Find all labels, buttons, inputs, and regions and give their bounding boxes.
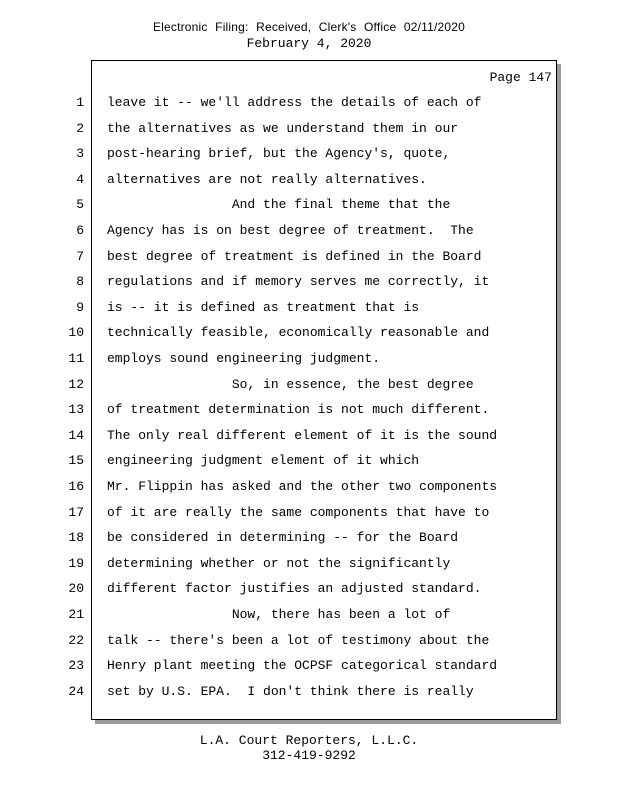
transcript-line: Mr. Flippin has asked and the other two components — [107, 479, 498, 494]
line-number: 24 — [68, 684, 84, 699]
transcript-line: of treatment determination is not much different. — [107, 402, 490, 417]
transcript-date: February 4, 2020 — [246, 36, 372, 51]
line-number: 19 — [68, 556, 84, 571]
transcript-line: So, in essence, the best degree — [107, 377, 474, 392]
transcript-line: different factor justifies an adjusted standard. — [107, 581, 482, 596]
line-number: 5 — [76, 197, 84, 212]
footer-phone: 312-419-9292 — [262, 748, 356, 763]
line-number: 7 — [76, 249, 84, 264]
line-number: 23 — [68, 658, 84, 673]
line-number: 3 — [76, 146, 84, 161]
transcript-line: employs sound engineering judgment. — [107, 351, 381, 366]
transcript-line: alternatives are not really alternatives. — [107, 172, 427, 187]
filing-stamp: Electronic Filing: Received, Clerk's Office 02/11/2020 — [152, 20, 466, 34]
line-number: 9 — [76, 300, 84, 315]
line-number: 17 — [68, 505, 84, 520]
line-number: 21 — [68, 607, 84, 622]
line-number: 14 — [68, 428, 84, 443]
line-number: 15 — [68, 453, 84, 468]
transcript-line: engineering judgment element of it which — [107, 453, 420, 468]
footer-company: L.A. Court Reporters, L.L.C. — [199, 733, 419, 748]
transcript-line: The only real different element of it is the sound — [107, 428, 498, 443]
line-number: 2 — [76, 121, 84, 136]
transcript-line: set by U.S. EPA. I don't think there is really — [107, 684, 474, 699]
transcript-line: leave it -- we'll address the details of each of — [107, 95, 482, 110]
transcript-line: best degree of treatment is defined in the Board — [107, 249, 482, 264]
line-number: 20 — [68, 581, 84, 596]
line-number: 18 — [68, 530, 84, 545]
transcript-line: the alternatives as we understand them in our — [107, 121, 459, 136]
transcript-line: of it are really the same components that have to — [107, 505, 490, 520]
transcript-line: technically feasible, economically reasonable and — [107, 325, 490, 340]
line-number: 11 — [68, 351, 84, 366]
transcript-line: And the final theme that the — [107, 197, 451, 212]
transcript-line: is -- it is defined as treatment that is — [107, 300, 420, 315]
line-number: 13 — [68, 402, 84, 417]
transcript-line: determining whether or not the significantly — [107, 556, 451, 571]
transcript-line: Agency has is on best degree of treatment. The — [107, 223, 474, 238]
page-number: Page 147 — [489, 70, 552, 85]
transcript-line: Henry plant meeting the OCPSF categorical standard — [107, 658, 498, 673]
transcript-line: be considered in determining -- for the Board — [107, 530, 459, 545]
line-number: 1 — [76, 95, 84, 110]
line-number: 10 — [68, 325, 84, 340]
line-number: 6 — [76, 223, 84, 238]
transcript-line: talk -- there's been a lot of testimony about the — [107, 633, 490, 648]
line-number: 8 — [76, 274, 84, 289]
transcript-line: regulations and if memory serves me correctly, it — [107, 274, 490, 289]
line-number: 16 — [68, 479, 84, 494]
line-number: 22 — [68, 633, 84, 648]
line-number: 4 — [76, 172, 84, 187]
line-number: 12 — [68, 377, 84, 392]
transcript-line: Now, there has been a lot of — [107, 607, 451, 622]
transcript-line: post-hearing brief, but the Agency's, quote, — [107, 146, 451, 161]
